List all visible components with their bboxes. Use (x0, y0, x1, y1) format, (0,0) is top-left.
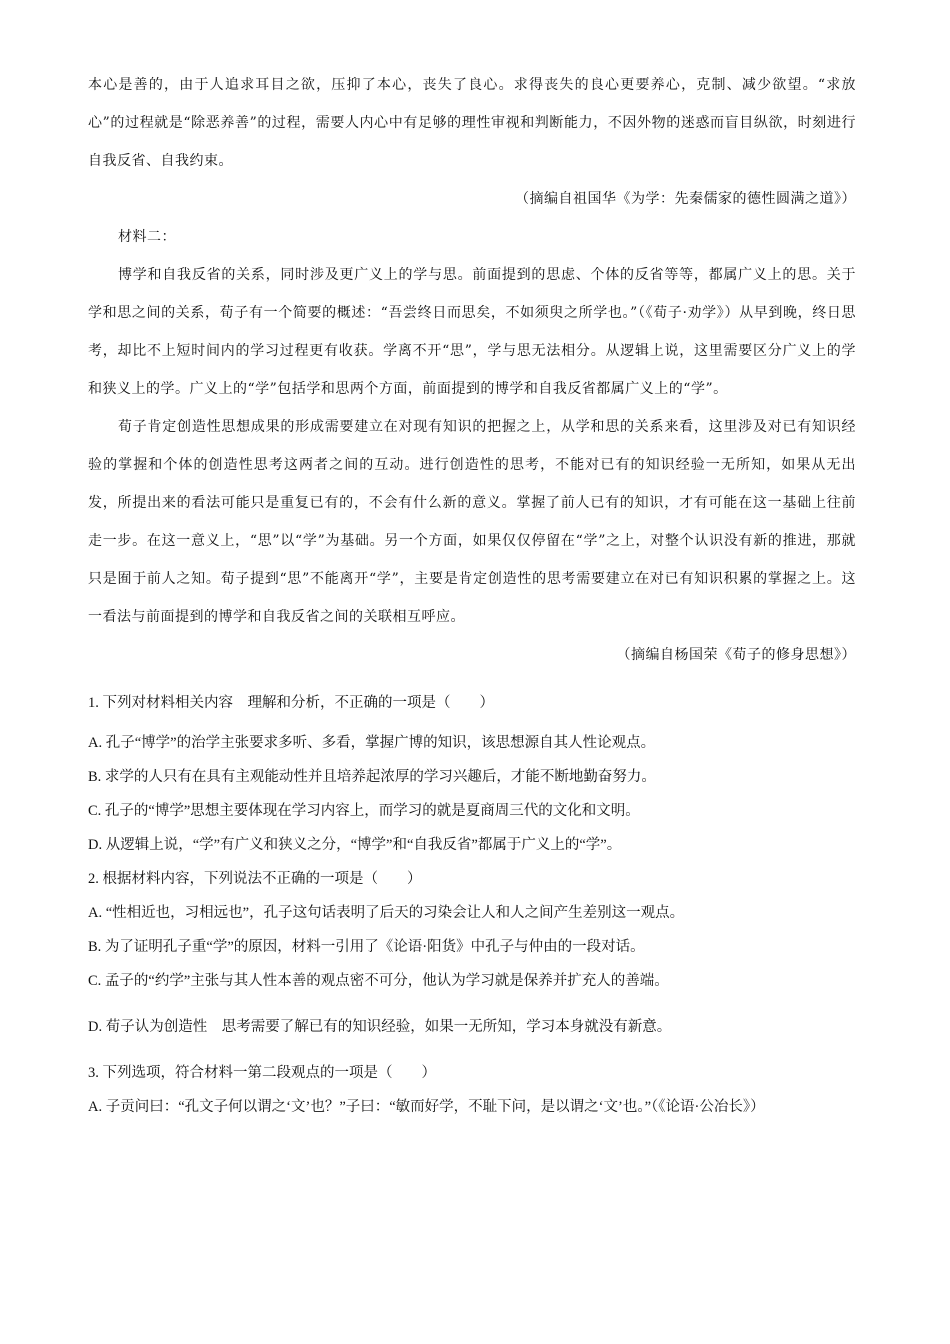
question-3-stem: 3. 下列选项，符合材料一第二段观点的一项是（ ） (88, 1065, 436, 1081)
document-page (88, 66, 856, 1124)
passage-paragraph-3: 荀子肯定创造性思想成果的形成需要建立在对现有知识的把握之上，从学和思的关系来看，这里涉及对已有知识经验的掌握和个体的创造性思考这两者之间的互动。进行创造性的思考，不能对已有的知识经验一无所知，如果从无出发，所提出来的看法可能只是重复已有的，不会有什么新的意义。掌握了前人已有的知识，才有可能在这一基础上往前走一步。在这一意义上，“思”以“学”为基础。另一个方面，如果仅仅停留在“学”之上，对整个认识没有新的推进，那就只是囿于前人之知。荀子提到“思”不能离开“学”，主要是肯定创造性的思考需要建立在对已有知识积累的掌握之上。这一看法与前面提到的博学和自我反省之间的关联相互呼应。 (88, 419, 856, 625)
question-2-option-a: A. “性相近也，习相远也”，孔子这句话表明了后天的习染会让人和人之间产生差别这一观点。 (88, 905, 685, 921)
passage-paragraph-2: 博学和自我反省的关系，同时涉及更广义上的学与思。前面提到的思虑、个体的反省等等，都属广义上的思。关于学和思之间的关系，荀子有一个简要的概述：“吾尝终日而思矣，不如须臾之所学也。”（《荀子·劝学》）从早到晚，终日思考，却比不上短时间内的学习过程更有收获。学离不开“思”，学与思无法相分。从逻辑上说，这里需要区分广义上的学和狭义上的学。广义上的“学”包括学和思两个方面，前面提到的博学和自我反省都属广义上的“学”。 (88, 267, 856, 397)
passage-paragraph-1: 本心是善的，由于人追求耳目之欲，压抑了本心，丧失了良心。求得丧失的良心更要养心，克制、减少欲望。“求放心”的过程就是“除恶养善”的过程，需要人内心中有足够的理性审视和判断能力，不因外物的迷惑而盲目纵欲，时刻进行自我反省、自我约束。 (88, 77, 856, 169)
question-2-option-d: D. 荀子认为创造性 思考需要了解已有的知识经验，如果一无所知，学习本身就没有新意。 (88, 1019, 672, 1035)
question-1-option-a: A. 孔子“博学”的治学主张要求多听、多看，掌握广博的知识，该思想源自其人性论观点。 (88, 735, 656, 751)
material-2-heading: 材料二： (118, 229, 176, 245)
question-1-option-c: C. 孔子的“博学”思想主要体现在学习内容上，而学习的就是夏商周三代的文化和文明。 (88, 803, 640, 819)
question-1-option-d: D. 从逻辑上说，“学”有广义和狭义之分，“博学”和“自我反省”都属于广义上的“学”。 (88, 837, 622, 853)
question-1-option-b: B. 求学的人只有在具有主观能动性并且培养起浓厚的学习兴趣后，才能不断地勤奋努力。 (88, 769, 656, 785)
question-1-stem: 1. 下列对材料相关内容 理解和分析，不正确的一项是（ ） (88, 695, 494, 711)
question-2-stem: 2. 根据材料内容，下列说法不正确的一项是（ ） (88, 871, 422, 887)
source-citation-1: （摘编自祖国华《为学：先秦儒家的德性圆满之道》） (515, 191, 856, 207)
question-2-option-b: B. 为了证明孔子重“学”的原因，材料一引用了《论语·阳货》中孔子与仲由的一段对话。 (88, 939, 645, 955)
question-3-option-a: A. 子贡问曰：“孔文子何以谓之‘文’也？”子曰：“敏而好学，不耻下问，是以谓之‘文’也。”（《论语·公冶长》） (88, 1099, 765, 1115)
source-citation-2: （摘编自杨国荣《荀子的修身思想》） (616, 647, 856, 663)
question-2-option-c: C. 孟子的“约学”主张与其人性本善的观点密不可分，他认为学习就是保养并扩充人的善端。 (88, 973, 669, 989)
